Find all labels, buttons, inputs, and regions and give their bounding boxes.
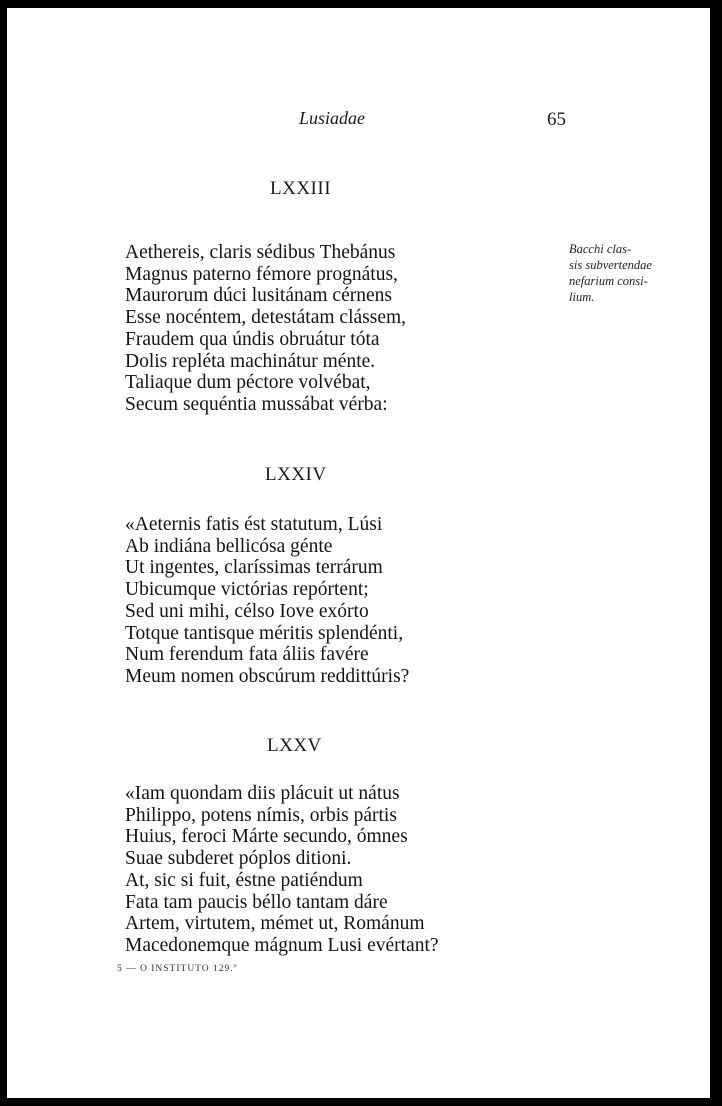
marginal-note	[569, 241, 681, 305]
verse-line: «Aeternis fatis ést statutum, Lúsi	[125, 514, 383, 535]
verse-line: Aethereis, claris sédibus Thebánus	[125, 242, 396, 263]
verse-line: Philippo, potens nímis, orbis pártis	[125, 804, 397, 826]
verse-line: Num ferendum fata áliis favére	[125, 644, 369, 666]
verse-line: Ut ingentes, claríssimas terrárum	[125, 557, 383, 579]
stanza	[125, 514, 409, 688]
book-page	[7, 8, 710, 1098]
verse-line: Suae subderet póplos ditioni.	[125, 848, 352, 870]
verse-line: Fraudem qua úndis obruátur tóta	[125, 328, 380, 350]
verse-line: Fata tam paucis béllo tantam dáre	[125, 891, 388, 913]
marginal-note-line: sis subvertendae	[569, 258, 652, 272]
verse-line: At, sic si fuit, éstne patiéndum	[125, 869, 363, 891]
verse-line: Secum sequéntia mussábat vérba:	[125, 393, 388, 415]
stanza-number: LXXIV	[265, 464, 327, 485]
stanza	[125, 783, 439, 957]
verse-line: Artem, virtutem, mémet ut, Románum	[125, 913, 425, 935]
running-title: Lusiadae	[299, 108, 366, 128]
verse-line: Macedonemque mágnum Lusi evértant?	[125, 934, 439, 956]
marginal-note-line: nefarium consi-	[569, 274, 648, 288]
printer-signature-mark: 5 — O INSTITUTO 129.º	[117, 964, 238, 974]
verse-line: Ubicumque victórias repórtent;	[125, 579, 369, 601]
verse-line: Totque tantisque méritis splendénti,	[125, 622, 404, 644]
verse-line: Taliaque dum péctore volvébat,	[125, 372, 371, 394]
verse-line: Magnus paterno fémore prognátus,	[125, 263, 398, 285]
marginal-note-line: lium.	[569, 290, 595, 304]
verse-line: Dolis repléta machinátur ménte.	[125, 350, 376, 372]
marginal-note-line: Bacchi clas-	[569, 242, 632, 256]
stanza-number: LXXV	[267, 735, 322, 756]
verse-line: Esse nocéntem, detestátam clássem,	[125, 307, 407, 329]
stanza	[125, 242, 406, 416]
verse-line: «Iam quondam diis plácuit ut nátus	[125, 783, 400, 804]
stanza-number: LXXIII	[270, 178, 332, 199]
verse-line: Maurorum dúci lusitánam cérnens	[125, 285, 392, 307]
verse-line: Huius, feroci Márte secundo, ómnes	[125, 826, 408, 848]
page-number: 65	[547, 109, 566, 130]
verse-line: Ab indiána bellicósa génte	[125, 535, 333, 557]
verse-line: Sed uni mihi, célso Iove exórto	[125, 600, 369, 622]
verse-line: Meum nomen obscúrum reddittúris?	[125, 665, 410, 687]
